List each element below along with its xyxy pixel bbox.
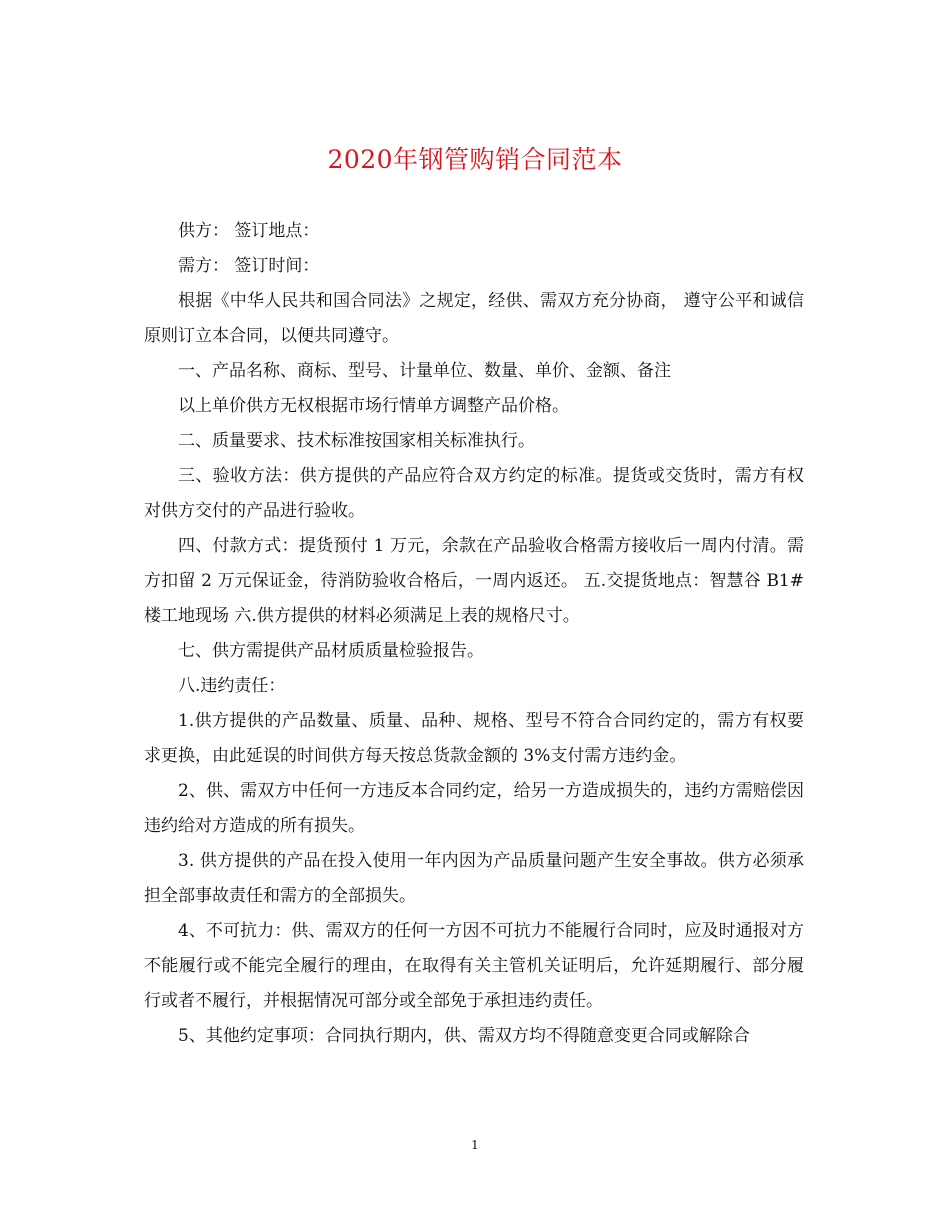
paragraph-breach-heading: 八.违约责任：	[178, 676, 286, 696]
paragraph-buyer-time: 需方： 签订时间：	[178, 256, 320, 276]
paragraph-breach-2: 2、供、需双方中任何一方违反本合同约定，给另一方造成损失的，违约方需赔偿因违约给对方造成的所有损失。	[144, 781, 804, 836]
paragraph-quality: 二、质量要求、技术标准按国家相关标准执行。	[178, 431, 535, 451]
paragraph-basis: 根据《中华人民共和国合同法》之规定，经供、需双方充分协商， 遵守公平和诚信原则订立本合同，以便共同遵守。	[144, 291, 804, 346]
paragraph-inspection-report: 七、供方需提供产品材质质量检验报告。	[178, 641, 484, 661]
paragraph-price-note: 以上单价供方无权根据市场行情单方调整产品价格。	[178, 396, 569, 416]
document-title: 2020年钢管购销合同范本	[327, 145, 623, 174]
document-body	[144, 214, 804, 1054]
paragraph-product-info: 一、产品名称、商标、型号、计量单位、数量、单价、金额、备注	[178, 361, 671, 381]
paragraph-payment-delivery: 四、付款方式：提货预付 1 万元，余款在产品验收合格需方接收后一周内付清。需方扣留 2 万元保证金，待消防验收合格后，一周内返还。 五.交提货地点：智慧谷 B1#楼工地现场 六.供方提供的材料必须满足上表的规格尺寸。	[144, 536, 804, 626]
page-number: 1	[471, 1138, 479, 1152]
paragraph-breach-3: 3. 供方提供的产品在投入使用一年内因为产品质量问题产生安全事故。供方必须承担全部事故责任和需方的全部损失。	[144, 851, 804, 906]
paragraph-breach-1: 1.供方提供的产品数量、质量、品种、规格、型号不符合合同约定的，需方有权要求更换，由此延误的时间供方每天按总货款金额的 3%支付需方违约金。	[144, 711, 804, 766]
paragraph-acceptance: 三、验收方法：供方提供的产品应符合双方约定的标准。提货或交货时，需方有权对供方交付的产品进行验收。	[144, 466, 804, 521]
paragraph-other-terms: 5、其他约定事项：合同执行期内，供、需双方均不得随意变更合同或解除合	[178, 1026, 750, 1046]
paragraph-supplier-place: 供方： 签订地点：	[178, 221, 320, 241]
paragraph-force-majeure: 4、不可抗力：供、需双方的任何一方因不可抗力不能履行合同时，应及时通报对方不能履行或不能完全履行的理由，在取得有关主管机关证明后，允许延期履行、部分履行或者不履行，并根据情况可部分或全部免于承担违约责任。	[144, 921, 804, 1011]
